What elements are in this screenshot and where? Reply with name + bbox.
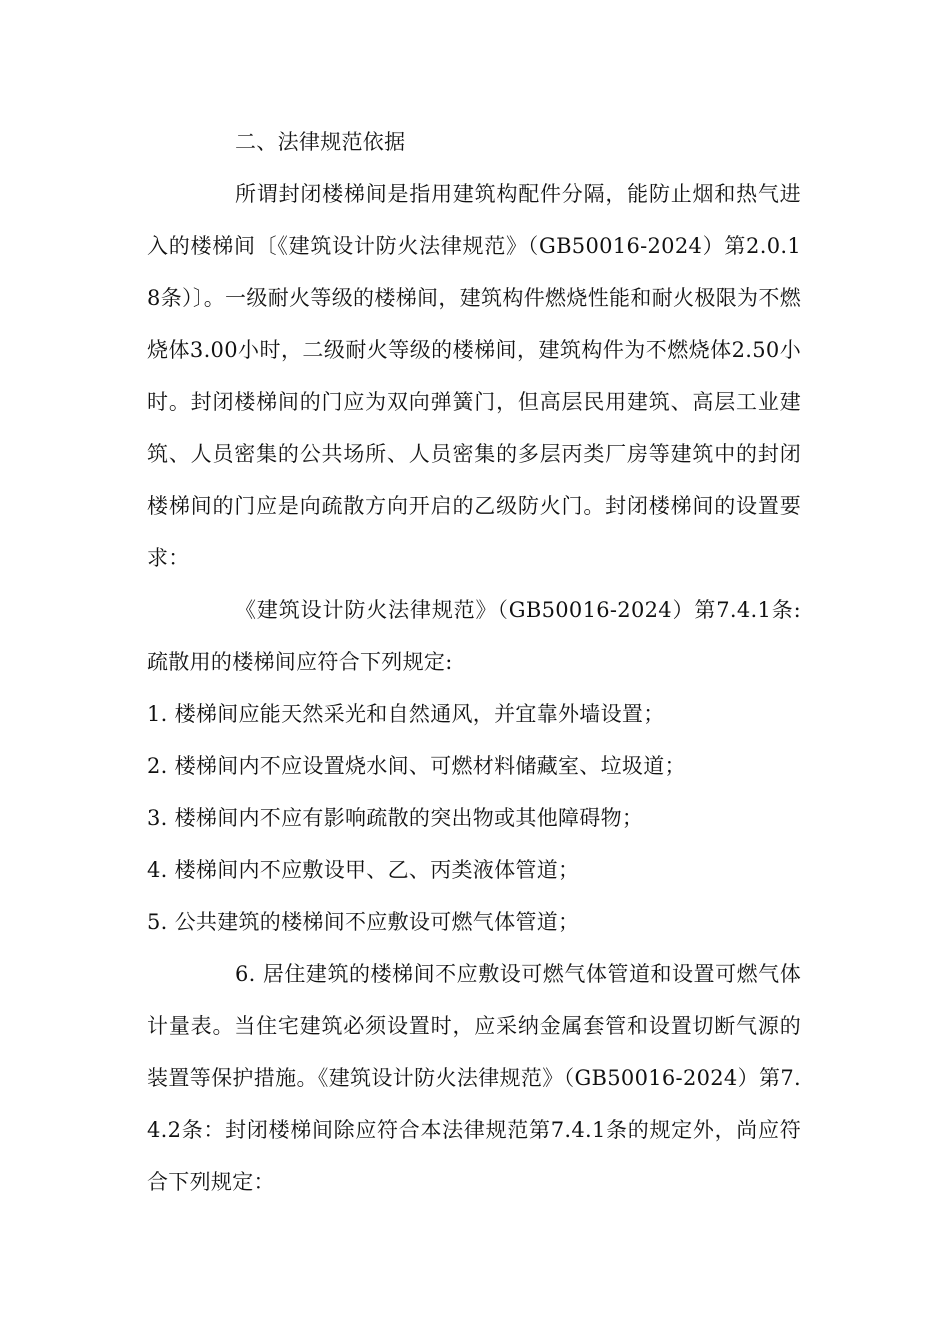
list-item: 5. 公共建筑的楼梯间不应敷设可燃气体管道； <box>147 910 580 934</box>
article-742-paragraph: 6. 居住建筑的楼梯间不应敷设可燃气体管道和设置可燃气体计量表。当住宅建筑必须设置时，应采纳金属套管和设置切断气源的装置等保护措施。《建筑设计防火法律规范》（GB50016-2024）第7.4.2条：封闭楼梯间除应符合本法律规范第7.4.1条的规定外，尚应符合下列规定： <box>147 962 801 1194</box>
section-heading: 二、法律规范依据 <box>235 130 406 154</box>
list-item: 3. 楼梯间内不应有影响疏散的突出物或其他障碍物； <box>147 806 644 830</box>
document-body <box>147 116 801 1208</box>
definition-paragraph: 所谓封闭楼梯间是指用建筑构配件分隔，能防止烟和热气进入的楼梯间〔《建筑设计防火法律规范》（GB50016-2024）第2.0.18条）〕。一级耐火等级的楼梯间，建筑构件燃烧性能和耐火极限为不燃烧体3.00小时，二级耐火等级的楼梯间，建筑构件为不燃烧体2.50小时。封闭楼梯间的门应为双向弹簧门，但高层民用建筑、高层工业建筑、人员密集的公共场所、人员密集的多层丙类厂房等建筑中的封闭楼梯间的门应是向疏散方向开启的乙级防火门。封闭楼梯间的设置要求： <box>147 182 801 570</box>
list-item: 2. 楼梯间内不应设置烧水间、可燃材料储藏室、垃圾道； <box>147 754 686 778</box>
article-741-paragraph: 《建筑设计防火法律规范》（GB50016-2024）第7.4.1条:疏散用的楼梯间应符合下列规定: <box>147 598 801 674</box>
list-item: 4. 楼梯间内不应敷设甲、乙、丙类液体管道； <box>147 858 580 882</box>
list-item: 1. 楼梯间应能天然采光和自然通风，并宜靠外墙设置； <box>147 702 665 726</box>
